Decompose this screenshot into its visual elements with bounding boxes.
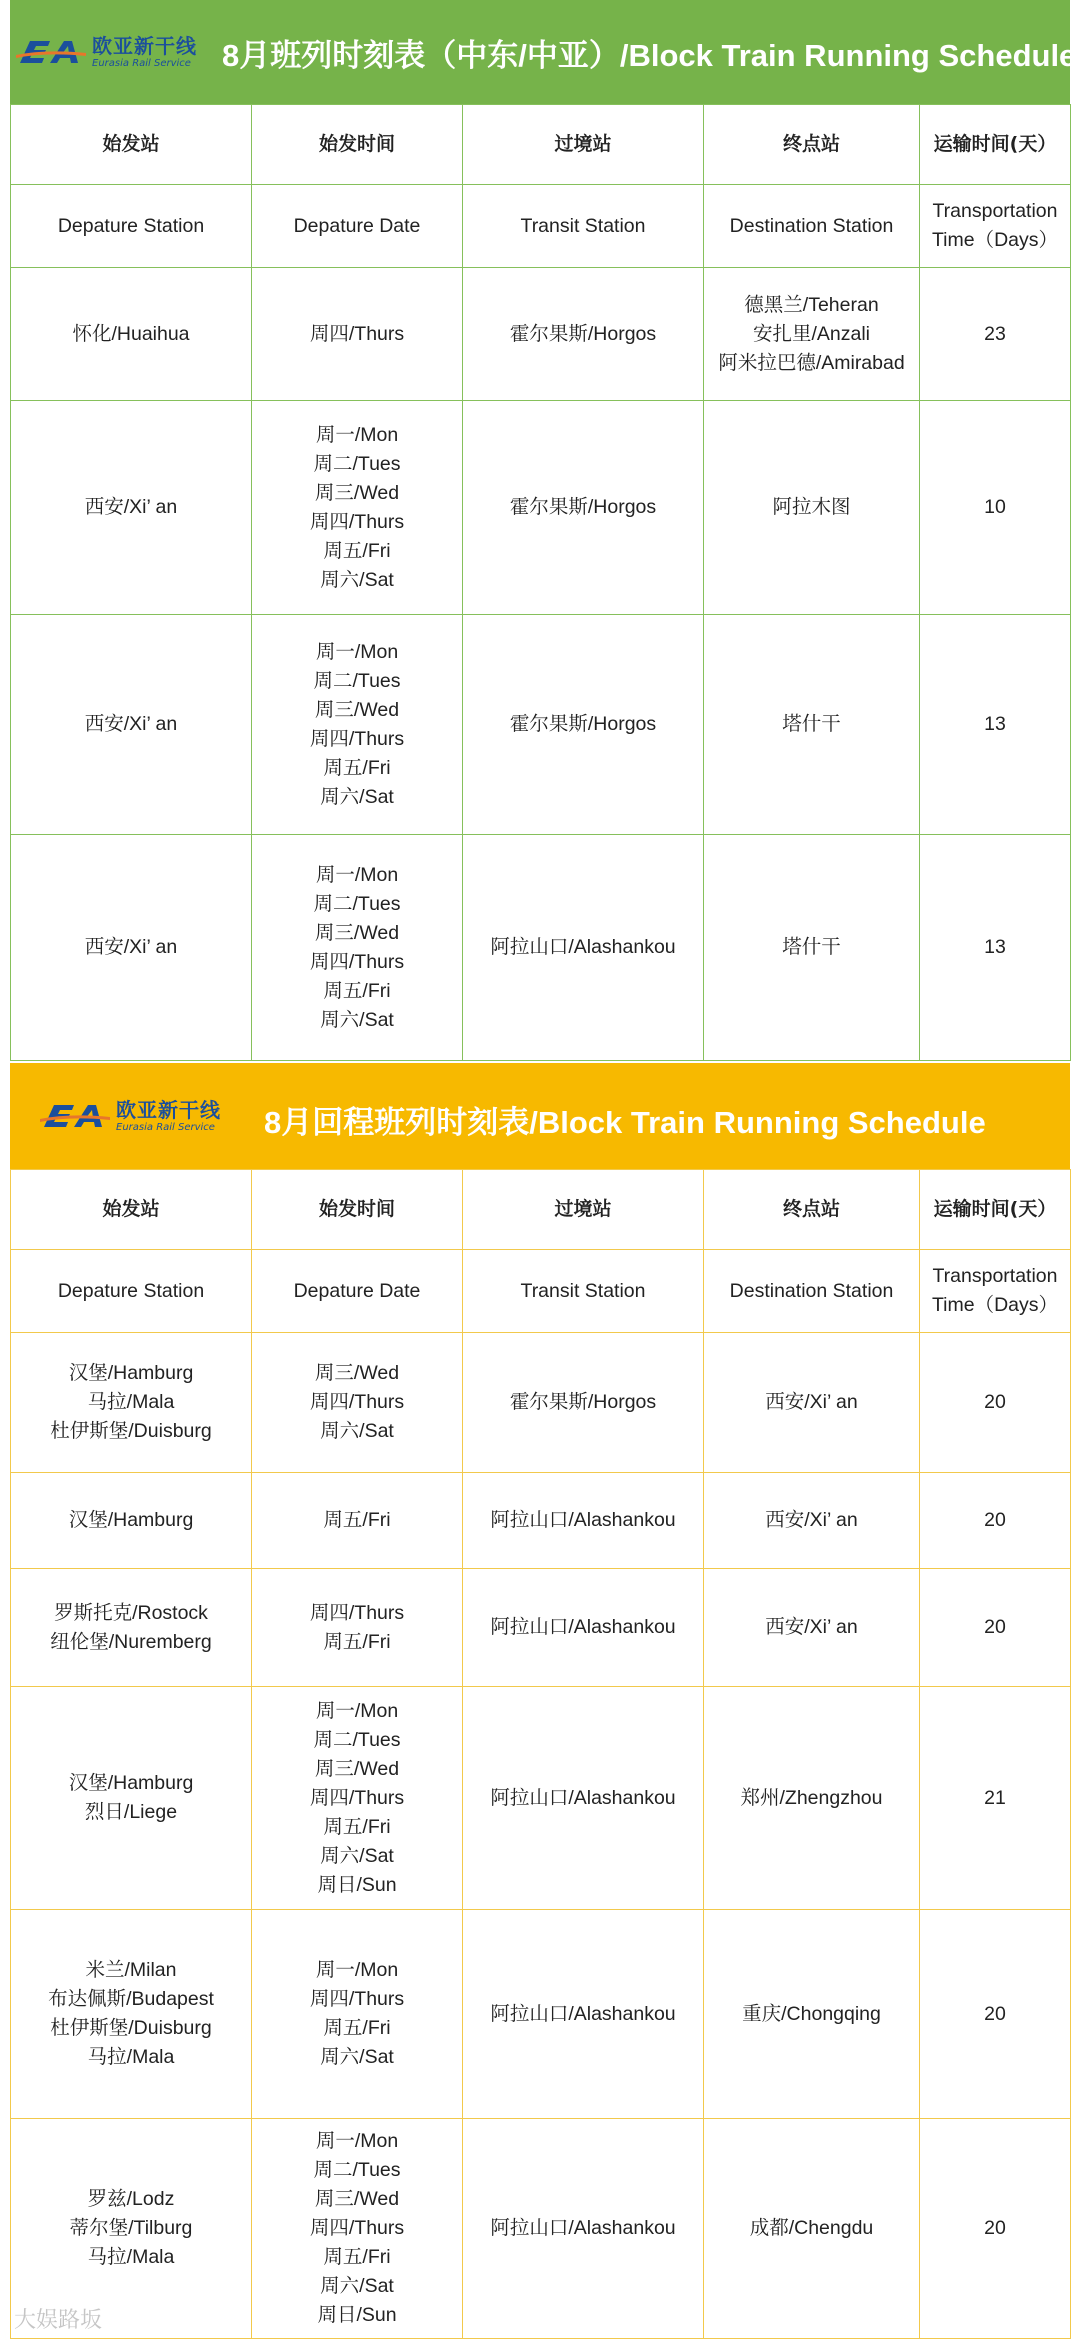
cell-line: 西安/Xi’ an	[84, 496, 178, 518]
logo-cn-text: 欧亚新干线	[116, 1097, 221, 1122]
destination-cell	[704, 401, 920, 615]
cell-line: 周一/Mon	[315, 1699, 399, 1722]
eurasia-rail-logo-icon	[40, 1099, 112, 1133]
logo-en-text: Eurasia Rail Service	[116, 1121, 215, 1133]
table-row	[11, 401, 1071, 615]
header-cell-cn: 过境站	[463, 105, 704, 185]
cell-line: 烈日/Liege	[84, 1801, 178, 1823]
cell-line: 马拉/Mala	[87, 1391, 175, 1413]
header-cell-en	[252, 1250, 463, 1333]
cell-line: 马拉/Mala	[87, 2246, 175, 2268]
cell-line: 周一/Mon	[315, 2130, 399, 2152]
outbound-banner	[10, 0, 1077, 104]
cell-line: 安扎里/Anzali	[752, 322, 871, 345]
cell-line: 周五/Fri	[323, 1630, 391, 1653]
cell-line: 周三/Wed	[314, 698, 400, 721]
table-row	[11, 2119, 1071, 2339]
origin-cell	[11, 835, 252, 1061]
transit-cell: 霍尔果斯/Horgos	[463, 401, 704, 615]
cell-line: 周二/Tues	[313, 669, 401, 692]
origin-cell	[11, 1333, 252, 1473]
table-row	[11, 615, 1071, 835]
header-cell-en	[11, 185, 252, 268]
header-cell-en	[463, 185, 704, 268]
origin-cell	[11, 615, 252, 835]
header-cell-cn: 终点站	[704, 1170, 920, 1250]
cell-line: 周五/Fri	[323, 2017, 391, 2039]
cell-lines	[11, 1506, 251, 1535]
origin-cell	[11, 1910, 252, 2119]
cell-line: 周五/Fri	[323, 979, 391, 1002]
cell-line: 西安/Xi’ an	[765, 1509, 858, 1531]
cell-lines	[252, 1697, 462, 1900]
cell-line: 纽伦堡/Nuremberg	[50, 1630, 212, 1653]
cell-lines	[252, 212, 462, 241]
cell-line: Depature Date	[293, 1279, 421, 1302]
watermark: 大娱路坂	[14, 2308, 103, 2333]
cell-line: Destination Station	[729, 214, 894, 237]
cell-lines	[11, 212, 251, 241]
table-row	[11, 1687, 1071, 1910]
cell-line: Transportation	[932, 200, 1058, 222]
cell-line: 周一/Mon	[315, 640, 399, 663]
cell-line: 周六/Sat	[320, 2046, 394, 2068]
days-cell: 21	[920, 1687, 1071, 1910]
days-cell: 20	[920, 1569, 1071, 1687]
cell-line: 周六/Sat	[320, 1844, 394, 1867]
destination-cell	[704, 1473, 920, 1569]
cell-line: 马拉/Mala	[87, 2046, 175, 2068]
date-cell	[252, 1910, 463, 2119]
cell-line: Time（Days）	[931, 229, 1059, 251]
cell-line: 汉堡/Hamburg	[68, 1772, 194, 1794]
cell-line: 周三/Wed	[314, 1362, 400, 1384]
cell-lines	[704, 1277, 919, 1306]
cell-line: 周六/Sat	[320, 1420, 394, 1442]
date-cell	[252, 2119, 463, 2339]
cell-line: 周二/Tues	[313, 452, 401, 475]
cell-lines	[704, 493, 919, 522]
cell-line: 周二/Tues	[313, 2159, 401, 2181]
days-cell: 10	[920, 401, 1071, 615]
cell-lines	[920, 197, 1070, 255]
transit-cell: 霍尔果斯/Horgos	[463, 268, 704, 401]
eurasia-logo	[16, 27, 221, 77]
cell-line: 周一/Mon	[315, 1959, 399, 1981]
cell-lines	[252, 861, 462, 1035]
cell-lines	[11, 1599, 251, 1657]
cell-line: 周五/Fri	[323, 2246, 391, 2268]
cell-lines	[704, 291, 919, 378]
cell-line: 周一/Mon	[315, 863, 399, 886]
cell-line: 阿拉木图	[772, 496, 851, 518]
transit-cell: 霍尔果斯/Horgos	[463, 615, 704, 835]
cell-lines	[252, 1506, 462, 1535]
days-cell: 20	[920, 1473, 1071, 1569]
cell-line: Depature Date	[293, 214, 421, 237]
origin-cell	[11, 1473, 252, 1569]
cell-lines	[252, 1956, 462, 2072]
cell-line: 周四/Thurs	[309, 950, 405, 973]
cell-lines	[704, 1388, 919, 1417]
table-row	[11, 268, 1071, 401]
date-cell	[252, 268, 463, 401]
cell-line: 布达佩斯/Budapest	[48, 1988, 214, 2010]
cell-lines	[252, 1359, 462, 1446]
cell-line: 周四/Thurs	[309, 322, 405, 345]
cell-line: Depature Station	[57, 214, 205, 237]
cell-line: 西安/Xi’ an	[765, 1616, 858, 1638]
cell-line: Time（Days）	[931, 1294, 1059, 1316]
header-row-cn	[11, 105, 1071, 185]
outbound-title: 8月班列时刻表（中东/中亚）/Block Train Running Schedule	[222, 38, 1077, 73]
cell-line: 塔什干	[782, 936, 841, 958]
cell-line: 周四/Thurs	[309, 1988, 405, 2010]
days-cell: 20	[920, 1333, 1071, 1473]
cell-line: 周三/Wed	[314, 921, 400, 944]
header-cell-en	[704, 185, 920, 268]
cell-line: 塔什干	[782, 713, 841, 735]
destination-cell	[704, 1687, 920, 1910]
cell-line: Transit Station	[520, 1279, 646, 1302]
table-row	[11, 1569, 1071, 1687]
cell-line: 周二/Tues	[313, 892, 401, 915]
destination-cell	[704, 1910, 920, 2119]
header-cell-en	[920, 185, 1071, 268]
cell-lines	[252, 2127, 462, 2330]
header-cell-cn: 终点站	[704, 105, 920, 185]
cell-lines	[704, 1613, 919, 1642]
return-banner	[10, 1063, 1070, 1169]
cell-line: 周六/Sat	[320, 568, 394, 591]
cell-line: 周四/Thurs	[309, 727, 405, 750]
header-cell-en	[920, 1250, 1071, 1333]
header-row-en	[11, 185, 1071, 268]
header-cell-cn: 过境站	[463, 1170, 704, 1250]
cell-lines	[11, 1956, 251, 2072]
date-cell	[252, 1569, 463, 1687]
header-cell-en	[11, 1250, 252, 1333]
cell-lines	[11, 710, 251, 739]
cell-line: Transportation	[932, 1265, 1058, 1287]
header-cell-en	[704, 1250, 920, 1333]
origin-cell	[11, 1687, 252, 1910]
cell-line: 周六/Sat	[320, 1008, 394, 1031]
logo-cn-text: 欧亚新干线	[92, 33, 197, 58]
cell-lines	[704, 1506, 919, 1535]
cell-line: 周三/Wed	[314, 2188, 400, 2210]
cell-lines	[11, 1769, 251, 1827]
header-cell-cn: 始发时间	[252, 1170, 463, 1250]
transit-cell: 阿拉山口/Alashankou	[463, 1687, 704, 1910]
eurasia-logo	[40, 1091, 245, 1141]
cell-lines	[11, 2185, 251, 2272]
header-cell-cn: 运输时间(天）	[920, 105, 1071, 185]
cell-line: 周五/Fri	[323, 756, 391, 779]
cell-lines	[704, 212, 919, 241]
transit-cell: 阿拉山口/Alashankou	[463, 1473, 704, 1569]
cell-line: 周日/Sun	[317, 2304, 397, 2326]
cell-line: 周五/Fri	[323, 1509, 391, 1531]
cell-line: 周五/Fri	[323, 1815, 391, 1838]
cell-line: 汉堡/Hamburg	[68, 1509, 194, 1531]
header-cell-en	[252, 185, 463, 268]
cell-line: 周三/Wed	[314, 481, 400, 504]
cell-line: 蒂尔堡/Tilburg	[69, 2217, 193, 2239]
cell-line: 汉堡/Hamburg	[68, 1362, 194, 1384]
date-cell	[252, 615, 463, 835]
cell-lines	[11, 933, 251, 962]
cell-lines	[252, 421, 462, 595]
cell-line: 重庆/Chongqing	[742, 2002, 881, 2025]
cell-line: 周四/Thurs	[309, 1786, 405, 1809]
cell-lines	[252, 1599, 462, 1657]
days-cell: 20	[920, 1910, 1071, 2119]
cell-lines	[11, 1277, 251, 1306]
cell-lines	[463, 1277, 703, 1306]
days-cell: 13	[920, 615, 1071, 835]
destination-cell	[704, 615, 920, 835]
return-schedule-table	[10, 1169, 1071, 2339]
cell-line: 周六/Sat	[320, 785, 394, 808]
header-cell-cn: 始发站	[11, 1170, 252, 1250]
outbound-schedule-table	[10, 104, 1071, 1061]
transit-cell: 阿拉山口/Alashankou	[463, 835, 704, 1061]
cell-line: 周六/Sat	[320, 2275, 394, 2297]
cell-line: 阿米拉巴德/Amirabad	[718, 351, 905, 374]
cell-lines	[252, 320, 462, 349]
date-cell	[252, 1687, 463, 1910]
destination-cell	[704, 835, 920, 1061]
days-cell: 20	[920, 2119, 1071, 2339]
cell-lines	[704, 933, 919, 962]
cell-lines	[704, 2214, 919, 2243]
cell-line: 西安/Xi’ an	[84, 936, 178, 958]
cell-line: 周一/Mon	[315, 423, 399, 446]
cell-line: 周四/Thurs	[309, 1601, 405, 1624]
transit-cell: 阿拉山口/Alashankou	[463, 2119, 704, 2339]
cell-line: 西安/Xi’ an	[765, 1391, 858, 1413]
date-cell	[252, 401, 463, 615]
destination-cell	[704, 1333, 920, 1473]
cell-line: 米兰/Milan	[85, 1959, 177, 1981]
transit-cell: 阿拉山口/Alashankou	[463, 1910, 704, 2119]
cell-line: 成都/Chengdu	[749, 2217, 874, 2239]
cell-lines	[463, 212, 703, 241]
date-cell	[252, 1333, 463, 1473]
header-cell-cn: 运输时间(天）	[920, 1170, 1071, 1250]
destination-cell	[704, 2119, 920, 2339]
cell-line: 周五/Fri	[323, 539, 391, 562]
destination-cell	[704, 1569, 920, 1687]
cell-lines	[704, 2000, 919, 2029]
eurasia-rail-logo-icon	[16, 35, 88, 69]
origin-cell	[11, 401, 252, 615]
cell-line: 罗斯托克/Rostock	[54, 1601, 208, 1624]
table-row	[11, 1473, 1071, 1569]
cell-line: 周日/Sun	[317, 1873, 397, 1896]
cell-line: Destination Station	[729, 1279, 894, 1302]
date-cell	[252, 1473, 463, 1569]
transit-cell: 阿拉山口/Alashankou	[463, 1569, 704, 1687]
cell-line: 周四/Thurs	[309, 2217, 405, 2239]
cell-lines	[11, 320, 251, 349]
cell-line: 杜伊斯堡/Duisburg	[50, 1420, 212, 1442]
transit-cell: 霍尔果斯/Horgos	[463, 1333, 704, 1473]
cell-lines	[704, 710, 919, 739]
cell-line: Transit Station	[520, 214, 646, 237]
cell-line: 西安/Xi’ an	[84, 713, 178, 735]
cell-lines	[11, 1359, 251, 1446]
cell-line: 郑州/Zhengzhou	[740, 1786, 883, 1809]
table-row	[11, 1333, 1071, 1473]
origin-cell	[11, 268, 252, 401]
cell-line: 周三/Wed	[314, 1757, 400, 1780]
cell-line: 周四/Thurs	[309, 1391, 405, 1413]
cell-lines	[252, 1277, 462, 1306]
header-cell-cn: 始发站	[11, 105, 252, 185]
cell-lines	[252, 638, 462, 812]
cell-line: 怀化/Huaihua	[72, 322, 190, 345]
date-cell	[252, 835, 463, 1061]
days-cell: 13	[920, 835, 1071, 1061]
logo-en-text: Eurasia Rail Service	[92, 57, 191, 69]
days-cell: 23	[920, 268, 1071, 401]
header-cell-cn: 始发时间	[252, 105, 463, 185]
header-row-en	[11, 1250, 1071, 1333]
cell-line: 杜伊斯堡/Duisburg	[50, 2017, 212, 2039]
destination-cell	[704, 268, 920, 401]
cell-line: 罗兹/Lodz	[87, 2188, 175, 2210]
origin-cell	[11, 1569, 252, 1687]
cell-line: 周二/Tues	[313, 1728, 401, 1751]
cell-line: 德黑兰/Teheran	[744, 293, 879, 316]
cell-line: Depature Station	[57, 1279, 205, 1302]
header-cell-en	[463, 1250, 704, 1333]
cell-lines	[11, 493, 251, 522]
header-row-cn	[11, 1170, 1071, 1250]
table-row	[11, 835, 1071, 1061]
cell-lines	[704, 1784, 919, 1813]
cell-lines	[920, 1262, 1070, 1320]
table-row	[11, 1910, 1071, 2119]
cell-line: 周四/Thurs	[309, 510, 405, 533]
return-title: 8月回程班列时刻表/Block Train Running Schedule	[264, 1105, 986, 1140]
